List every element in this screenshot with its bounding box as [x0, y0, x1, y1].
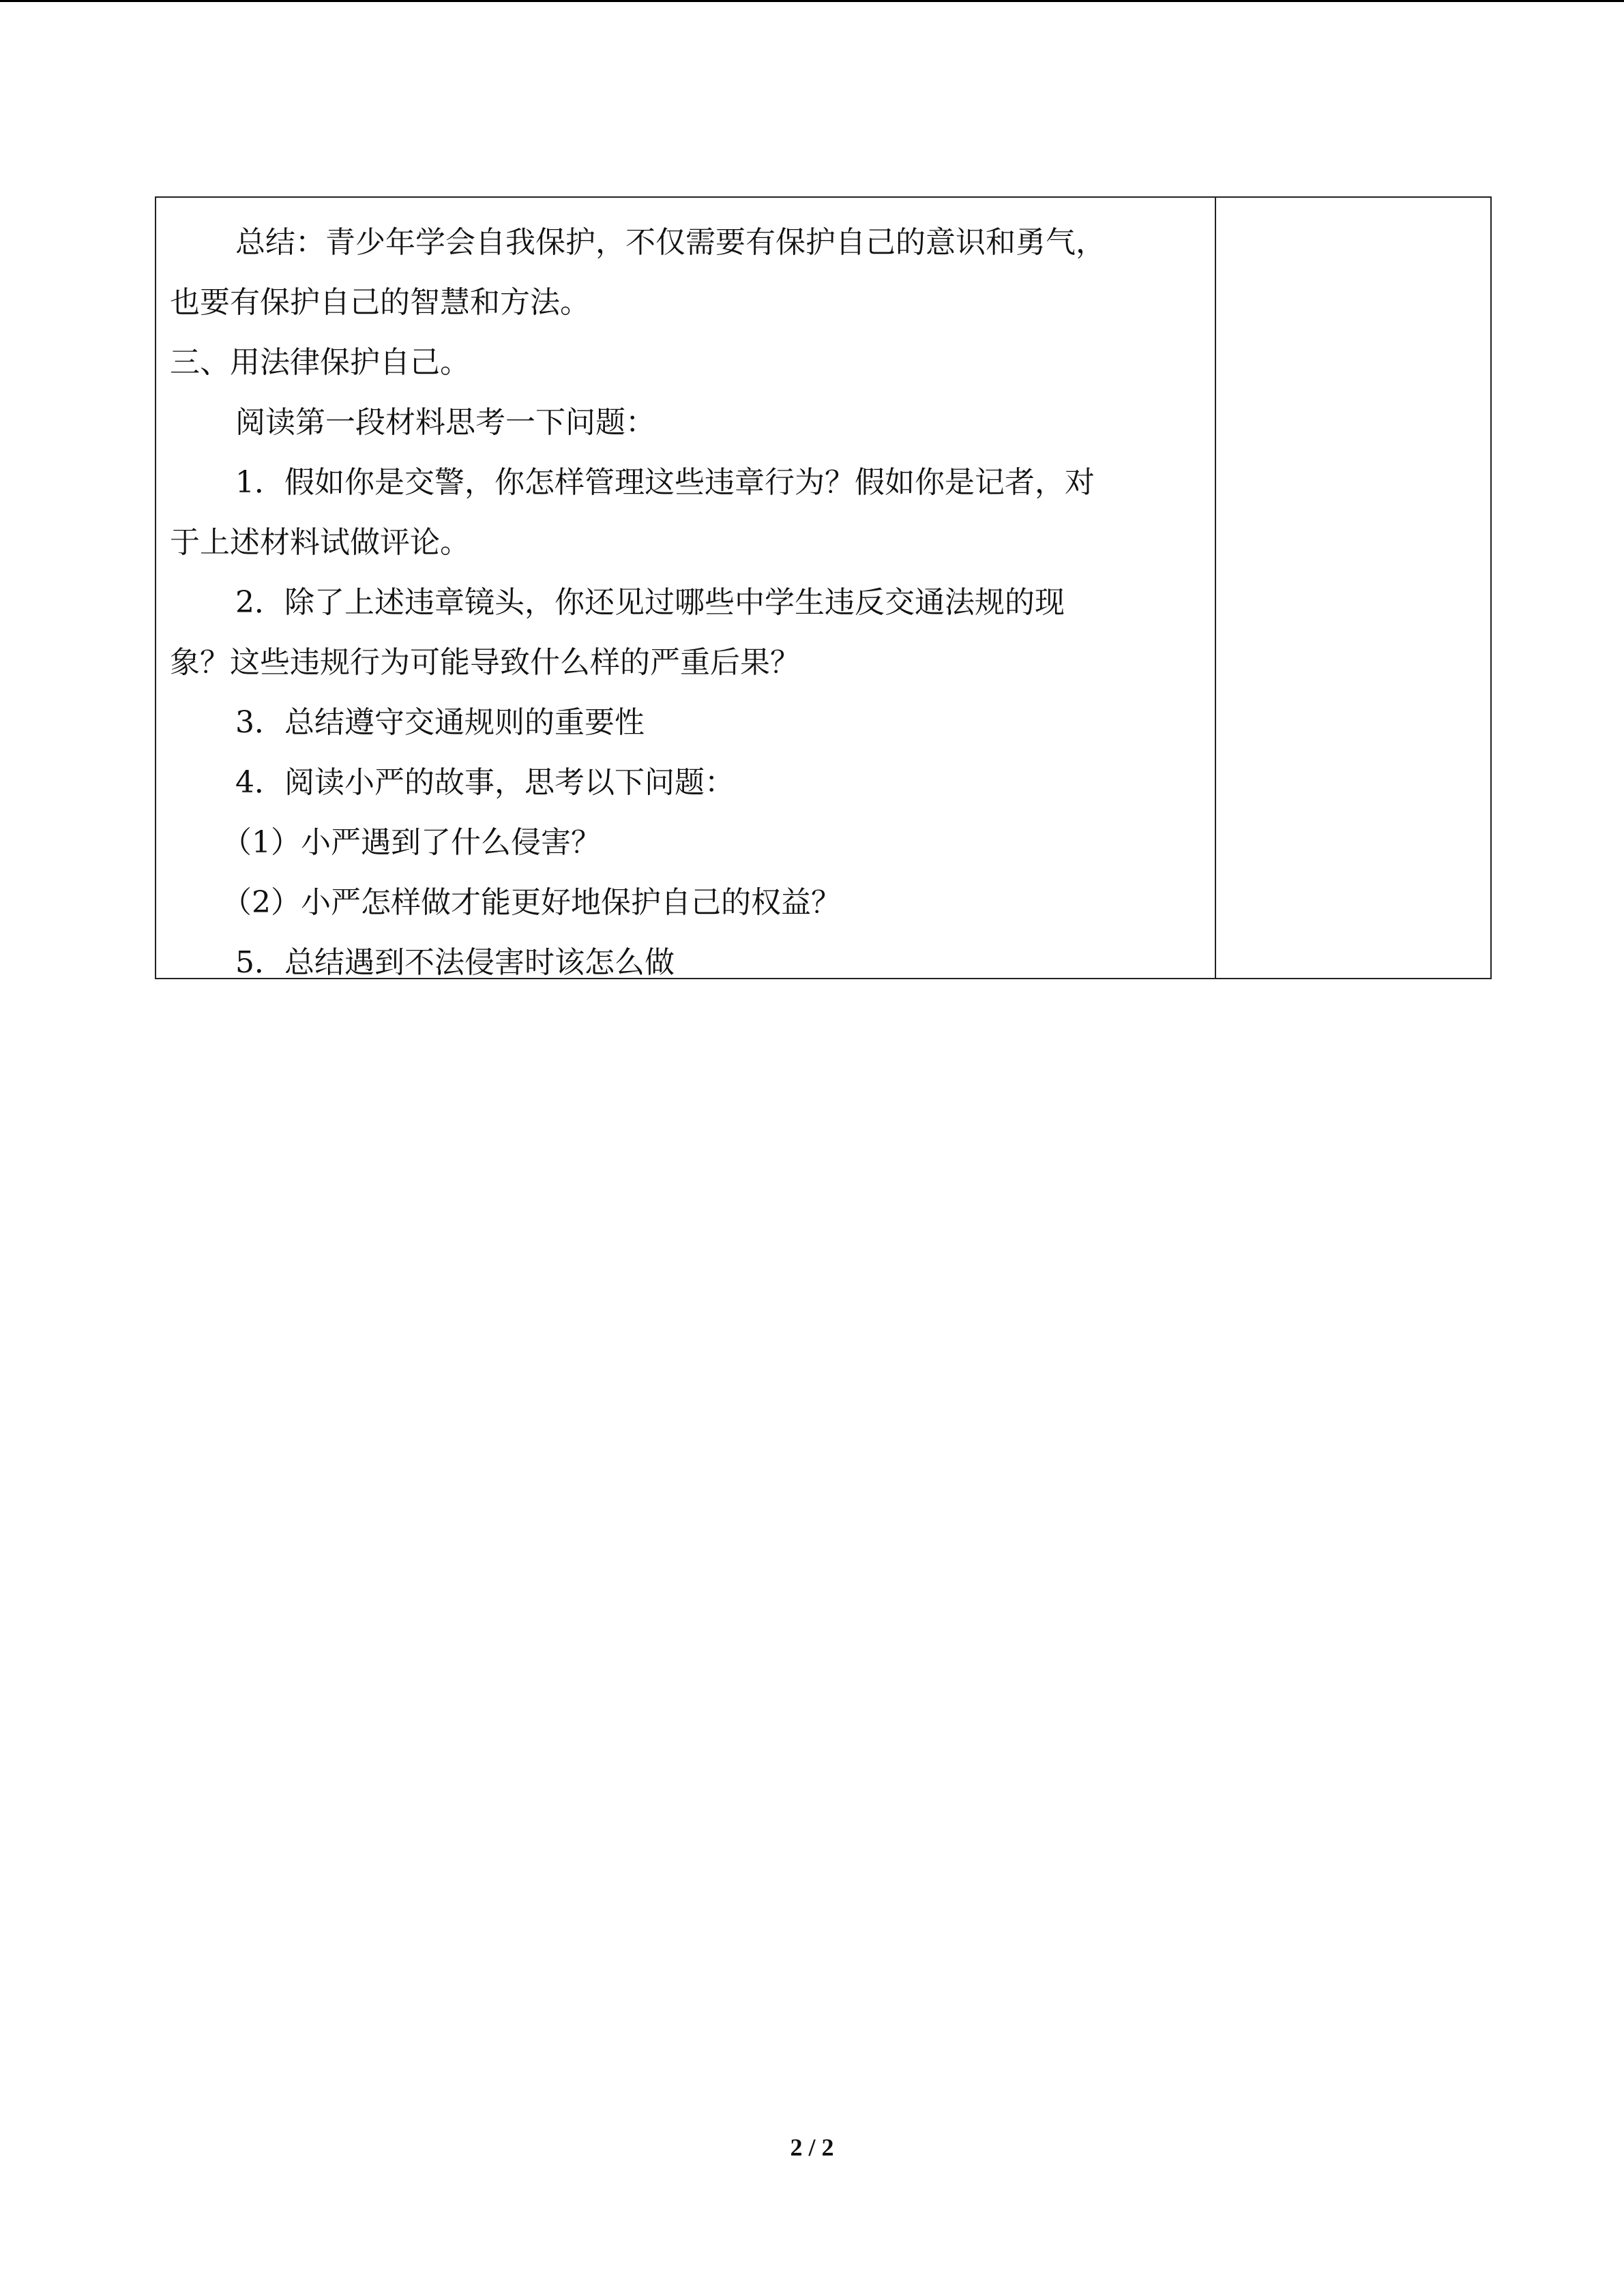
question-5: 5．总结遇到不法侵害时该怎么做: [235, 945, 675, 980]
question-4-sub-1: （1）小严遇到了什么侵害？: [222, 825, 601, 860]
content-cell: [156, 198, 1216, 978]
question-1-line-1: 1．假如你是交警，你怎样管理这些违章行为？假如你是记者，对: [235, 465, 1095, 500]
question-1-line-2: 于上述材料试做评论。: [170, 525, 470, 560]
section-heading: 三、用法律保护自己。: [170, 345, 470, 380]
question-2-line-2: 象？这些违规行为可能导致什么样的严重后果？: [170, 645, 800, 680]
reading-instruction: 阅读第一段材料思考一下问题：: [235, 405, 655, 440]
lesson-table: [155, 196, 1492, 979]
question-3: 3．总结遵守交通规则的重要性: [235, 705, 645, 740]
summary-line-2: 也要有保护自己的智慧和方法。: [170, 285, 590, 320]
notes-cell: [1216, 198, 1490, 978]
question-4: 4．阅读小严的故事，思考以下问题：: [235, 765, 735, 800]
summary-line-1: 总结：青少年学会自我保护，不仅需要有保护自己的意识和勇气，: [235, 225, 1106, 260]
question-2-line-1: 2．除了上述违章镜头，你还见过哪些中学生违反交通法规的现: [235, 585, 1065, 620]
question-4-sub-2: （2）小严怎样做才能更好地保护自己的权益？: [222, 885, 841, 920]
page-top-border: [0, 0, 1624, 2]
page-number: 2 / 2: [790, 2134, 834, 2161]
